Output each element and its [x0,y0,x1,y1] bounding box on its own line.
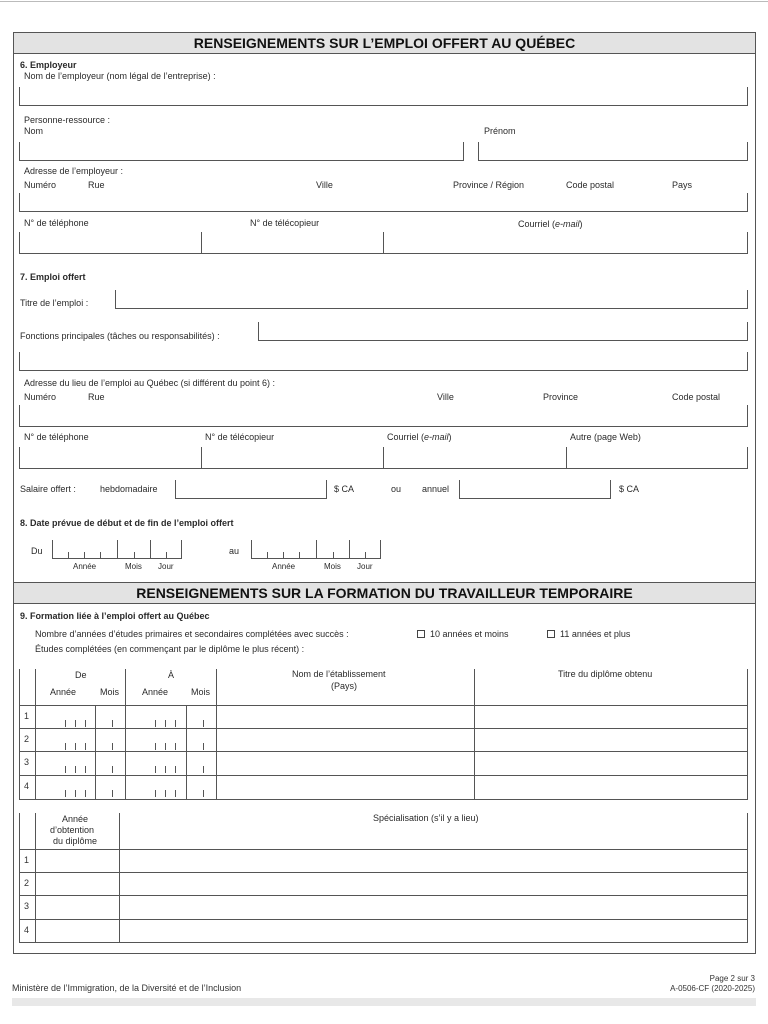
studies-cell[interactable] [95,705,125,728]
digit-separator [112,790,113,797]
option-11-years-checkbox[interactable] [547,630,555,638]
job-address-field[interactable] [19,405,748,427]
studies-cell[interactable] [186,705,216,728]
employer-country-label: Pays [672,180,693,190]
option-10-years-label: 10 années et moins [430,629,509,639]
digit-separator [203,720,204,727]
studies-completed-label: Études complétées (en commençant par le diplôme le plus récent) : [35,644,305,654]
digit-separator [75,720,76,727]
salary-weekly-label: hebdomadaire [100,484,158,494]
studies-cell[interactable] [474,705,748,728]
employer-legal-name-label: Nom de l’employeur (nom légal de l’entreprise) : [24,71,216,81]
digit-separator [75,790,76,797]
option-11-years-label: 11 années et plus [560,629,631,639]
studies-cell[interactable] [95,751,125,774]
contact-person-label: Personne-ressource : [24,115,111,125]
digit-separator [203,743,204,750]
option-10-years-checkbox[interactable] [417,630,425,638]
digit-separator [75,766,76,773]
digit-separator [165,790,166,797]
training-heading: 9. Formation liée à l’emploi offert au Québec [20,611,210,621]
footer-page-number: Page 2 sur 3 [709,974,755,983]
specialization-cell[interactable] [35,895,119,918]
employer-number-label: Numéro [24,180,57,190]
end-day-label: Jour [357,562,373,571]
date-to-label: au [229,546,240,556]
employer-city-label: Ville [316,180,333,190]
date-from-label: Du [31,546,43,556]
job-postal-code-label: Code postal [672,392,721,402]
employer-fax-label: N° de télécopieur [250,218,320,228]
field-divider [383,232,384,254]
specialization-row-number: 4 [24,925,30,935]
col-diploma-title-label: Titre du diplôme obtenu [558,669,653,679]
job-email-label: Courriel (e-mail) [387,432,452,442]
digit-separator [203,766,204,773]
main-duties-field-1[interactable] [258,322,748,341]
start-year-label: Année [73,562,97,571]
contact-last-name-field[interactable] [19,142,464,161]
specialization-cell[interactable] [119,919,748,942]
studies-cell[interactable] [216,705,474,728]
studies-cell[interactable] [474,775,748,798]
specialization-cell[interactable] [119,872,748,895]
contact-first-name-field[interactable] [478,142,748,161]
employer-email-label: Courriel (e-mail) [518,219,583,229]
main-duties-field-2[interactable] [19,352,748,371]
studies-row-number: 1 [24,711,30,721]
digit-separator [112,743,113,750]
digit-separator [85,766,86,773]
salary-weekly-currency: $ CA [334,484,355,494]
digit-separator [65,743,66,750]
studies-row-number: 3 [24,757,30,767]
start-day-label: Jour [158,562,174,571]
studies-row-number: 4 [24,781,30,791]
studies-cell[interactable] [216,751,474,774]
digit-separator [155,790,156,797]
employer-phone-label: N° de téléphone [24,218,89,228]
salary-annual-field[interactable] [459,480,611,499]
job-fax-label: N° de télécopieur [205,432,275,442]
studies-cell[interactable] [474,728,748,751]
studies-cell[interactable] [186,728,216,751]
salary-annual-label: annuel [422,484,450,494]
field-divider [201,447,202,469]
employer-address-label: Adresse de l’employeur : [24,166,124,176]
employer-province-region-label: Province / Région [453,180,525,190]
col-year-obtained-label-2: d’obtention [50,825,95,835]
job-street-label: Rue [88,392,105,402]
job-number-label: Numéro [24,392,57,402]
top-rule [0,1,768,2]
job-phone-label: N° de téléphone [24,432,89,442]
col-year-obtained-label-1: Année [62,814,89,824]
specialization-row-number: 3 [24,901,30,911]
digit-separator [85,720,86,727]
job-title-field[interactable] [115,290,748,309]
digit-separator [112,766,113,773]
employer-address-field[interactable] [19,193,748,212]
col-to-year-label: Année [142,687,169,697]
salary-annual-currency: $ CA [619,484,640,494]
specialization-cell[interactable] [35,849,119,872]
studies-cell[interactable] [216,728,474,751]
job-website-label: Autre (page Web) [570,432,641,442]
col-year-obtained-label-3: du diplôme [53,836,98,846]
employer-heading: 6. Employeur [20,60,77,70]
start-month-label: Mois [125,562,142,571]
salary-or-label: ou [391,484,402,494]
studies-cell[interactable] [95,775,125,798]
digit-separator [155,743,156,750]
digit-separator [165,766,166,773]
digit-separator [75,743,76,750]
salary-label: Salaire offert : [20,484,76,494]
col-to-month-label: Mois [191,687,211,697]
col-from-label: De [75,670,87,680]
digit-separator [175,720,176,727]
digit-separator [65,790,66,797]
end-month-label: Mois [324,562,341,571]
end-date-field[interactable] [251,540,381,559]
years-of-study-label: Nombre d’années d’études primaires et secondaires complétées avec succès : [35,629,349,639]
col-from-month-label: Mois [100,687,120,697]
digit-separator [85,790,86,797]
digit-separator [175,790,176,797]
job-title-label: Titre de l’emploi : [20,298,89,308]
salary-weekly-field[interactable] [175,480,327,499]
field-divider [201,232,202,254]
job-address-label: Adresse du lieu de l’emploi au Québec (si différent du point 6) : [24,378,275,388]
section-training-title: RENSEIGNEMENTS SUR LA FORMATION DU TRAVAILLEUR TEMPORAIRE [13,582,756,604]
footer-band [12,998,756,1006]
studies-cell[interactable] [186,751,216,774]
job-heading: 7. Emploi offert [20,272,86,282]
col-from-year-label: Année [50,687,77,697]
studies-cell[interactable] [186,775,216,798]
specialization-row-number: 2 [24,878,30,888]
footer-form-code: A-0506-CF (2020-2025) [670,984,755,993]
col-to-label: À [168,670,175,680]
digit-separator [155,766,156,773]
specialization-cell[interactable] [35,919,119,942]
digit-separator [165,743,166,750]
digit-separator [175,743,176,750]
job-province-label: Province [543,392,579,402]
digit-separator [165,720,166,727]
main-duties-label: Fonctions principales (tâches ou responsabilités) : [20,331,220,341]
digit-separator [203,790,204,797]
employer-postal-code-label: Code postal [566,180,615,190]
contact-last-name-label: Nom [24,126,44,136]
start-date-field[interactable] [52,540,182,559]
digit-separator [175,766,176,773]
section-employment-title: RENSEIGNEMENTS SUR L’EMPLOI OFFERT AU QUÉBEC [13,32,756,54]
specialization-row-number: 1 [24,855,30,865]
digit-separator [85,743,86,750]
col-institution-country-label: (Pays) [331,681,358,691]
digit-separator [155,720,156,727]
studies-cell[interactable] [95,728,125,751]
col-specialization-label: Spécialisation (s’il y a lieu) [373,813,479,823]
studies-row-number: 2 [24,734,30,744]
contact-first-name-label: Prénom [484,126,516,136]
field-divider [566,447,567,469]
employer-legal-name-field[interactable] [19,87,748,106]
specialization-cell[interactable] [119,895,748,918]
dates-heading: 8. Date prévue de début et de fin de l’emploi offert [20,518,234,528]
studies-cell[interactable] [474,751,748,774]
digit-separator [112,720,113,727]
digit-separator [65,766,66,773]
job-city-label: Ville [437,392,454,402]
employer-street-label: Rue [88,180,105,190]
end-year-label: Année [272,562,296,571]
footer-ministry: Ministère de l’Immigration, de la Diversité et de l’Inclusion [12,983,242,993]
specialization-cell[interactable] [35,872,119,895]
specialization-cell[interactable] [119,849,748,872]
digit-separator [65,720,66,727]
col-institution-label: Nom de l’établissement [292,669,386,679]
studies-cell[interactable] [216,775,474,798]
field-divider [383,447,384,469]
